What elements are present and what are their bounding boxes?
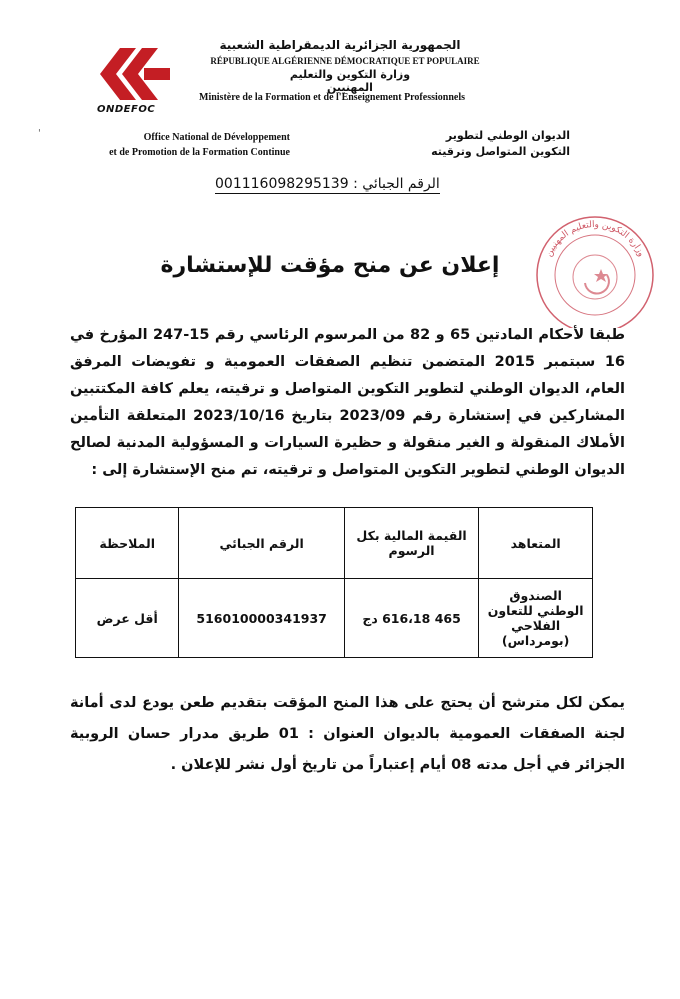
stamp-text: وزارة التكوين والتعليم المهنيين	[544, 219, 646, 259]
official-stamp-icon	[525, 213, 665, 328]
ministry-ar: وزارة التكوين والتعليم المهنيين	[289, 68, 411, 94]
logo-label: ONDEFOC	[97, 104, 156, 115]
republic-ar: الجمهورية الجزائرية الديمقراطية الشعبية	[219, 38, 461, 52]
office-name-ar	[420, 128, 570, 160]
tax-id-label: الرقم الجبائي :	[353, 176, 440, 192]
cell-note: أقل عرض	[76, 579, 179, 658]
announcement-body: طبقا لأحكام المادتين 65 و 82 من المرسوم الرئاسي رقم 15-247 المؤرخ في 16 سبتمبر 2015 المتضمن تنظيم الصفقات العمومية و تفويضات المرفق العام، الديوان الوطني لتطوير التكوين المتواصل و ترقيته، يعلم كافة المكتتبين المشاركين في إستشارة رقم 2023/09 بتاريخ 2023/10/16 المتعلقة التأمين الأملاك المنقولة و الغير منقولة و حظيرة السيارات و المسؤولية المدنية لصالح الديوان الوطني لتطوير التكوين المتواصل و ترقيته، تم منح الإستشارة إلى :	[70, 327, 626, 478]
office-ar-line2: التكوين المتواصل وترقيته	[431, 145, 570, 158]
ministry-fr: Ministère de la Formation et de l'Enseignement Professionnels	[199, 92, 465, 103]
office-name-fr	[70, 130, 290, 160]
header-note: الملاحظة	[76, 508, 179, 579]
cell-contractor: الصندوق الوطني للتعاون الفلاحي (بومرداس)	[479, 579, 593, 658]
margin-mark: '	[38, 128, 41, 139]
office-ar-line1: الديوان الوطني لتطوير	[445, 129, 570, 142]
table-header-row	[76, 508, 593, 579]
office-fr-line2: et de Promotion de la Formation Continue	[109, 147, 290, 158]
office-fr-line1: Office National de Développement	[143, 132, 290, 143]
header-contractor: المتعاهد	[479, 508, 593, 579]
header-amount: القيمة المالية بكل الرسوم	[344, 508, 478, 579]
svg-text:وزارة التكوين والتعليم المهنيي	[544, 220, 646, 258]
ondefoc-logo-icon	[92, 44, 172, 104]
table-row	[76, 579, 593, 658]
announcement-title: إعلان عن منح مؤقت للإستشارة	[160, 253, 500, 278]
award-table	[75, 507, 593, 658]
cell-tax-id: 516010000341937	[179, 579, 344, 658]
tax-id-value: 001116098295139	[215, 176, 349, 192]
cell-amount: 465 616،18 دج	[344, 579, 478, 658]
header-tax-id: الرقم الجبائي	[179, 508, 344, 579]
republic-fr: RÉPUBLIQUE ALGÉRIENNE DÉMOCRATIQUE ET POPULAIRE	[210, 56, 480, 66]
appeal-notice: يمكن لكل مترشح أن يحتج على هذا المنح المؤقت بتقديم طعن يودع لدى أمانة لجنة الصفقات العمومية بالديوان العنوان : 01 طريق مدرار حسان الروبية الجزائر في أجل مدته 08 أيام إعتباراً من تاريخ أول نشر للإعلان .	[70, 695, 625, 773]
tax-id-line	[215, 176, 440, 194]
